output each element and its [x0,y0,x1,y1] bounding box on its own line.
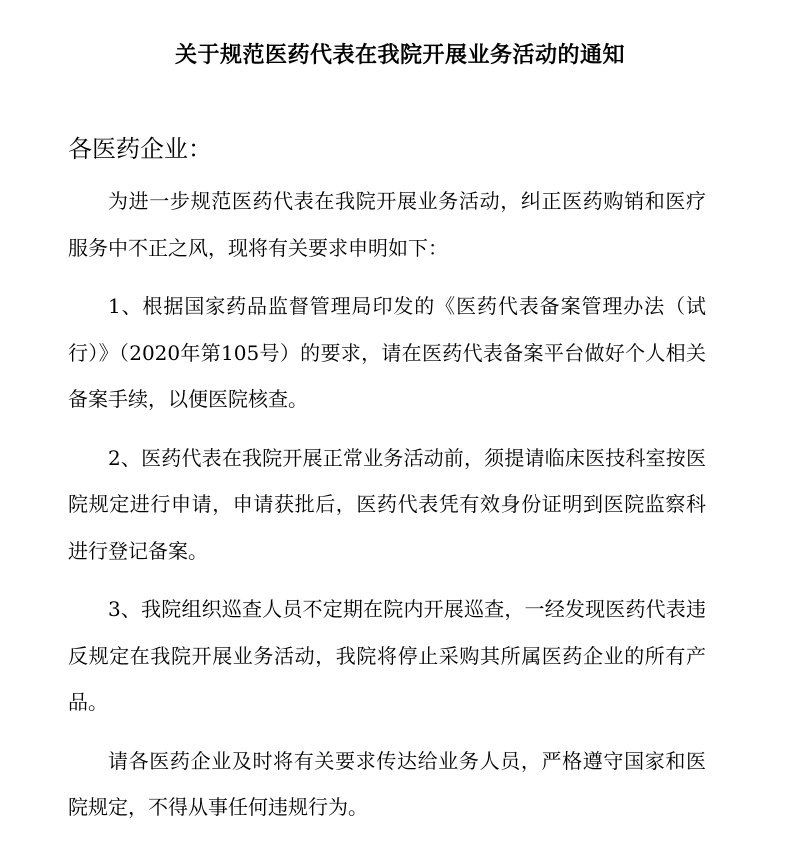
item-3-paragraph: 3、我院组织巡查人员不定期在院内开展巡查，一经发现医药代表违反规定在我院开展业务活动，我院将停止采购其所属医药企业的所有产品。 [68,597,706,714]
document-body [68,178,706,843]
intro-paragraph: 为进一步规范医药代表在我院开展业务活动，纠正医药购销和医疗服务中不正之风，现将有关要求申明如下： [68,189,706,260]
closing-paragraph: 请各医药企业及时将有关要求传达给业务人员，严格遵守国家和医院规定，不得从事任何违规行为。 [68,748,706,819]
salutation: 各医药企业： [68,135,212,163]
item-1-paragraph: 1、根据国家药品监督管理局印发的《医药代表备案管理办法（试行）》（2020年第105号）的要求，请在医药代表备案平台做好个人相关备案手续，以便医院核查。 [68,294,706,411]
document-title: 关于规范医药代表在我院开展业务活动的通知 [174,42,625,68]
item-2-paragraph: 2、医药代表在我院开展正常业务活动前，须提请临床医技科室按医院规定进行申请，申请获批后，医药代表凭有效身份证明到医院监察科进行登记备案。 [68,445,706,563]
